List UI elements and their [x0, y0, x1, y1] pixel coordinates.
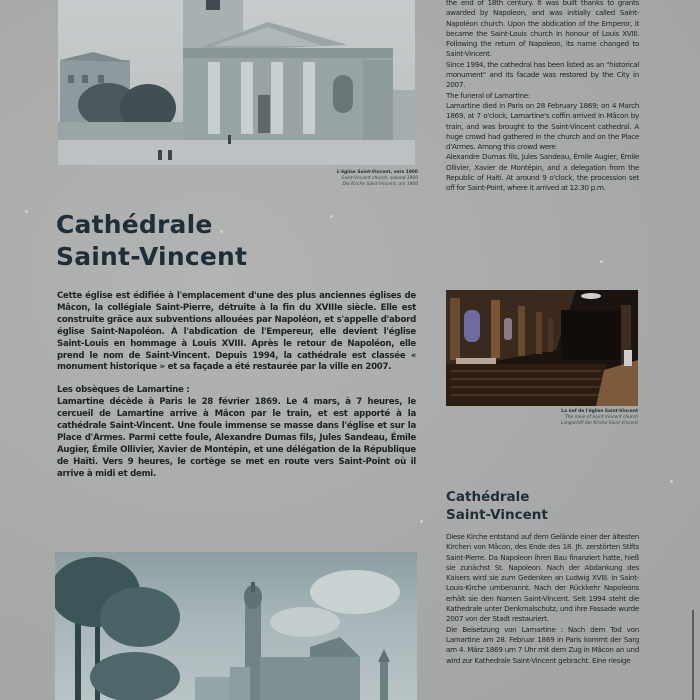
french-para-funeral-heading: Les obsèques de Lamartine : — [57, 385, 190, 396]
dust-speck — [420, 520, 423, 523]
english-line-funeral: Lamartine died in Paris on 28 February 1869; on 4 March 1869, at 7 o'clock, Lamartine's coffin arrived in Mâcon by train, and was brought to the Saint-Vincent cathedral. A huge crowd had gathered in the church and on the Place d'Armes. Among this crowd were — [446, 100, 639, 152]
dust-speck — [25, 210, 28, 213]
photo-historic-caption — [240, 170, 418, 189]
facade-drawing — [58, 0, 415, 165]
german-para-funeral: Die Beisetzung von Lamartine : Nach dem Tod von Lamartine am 28. Februar 1869 in Paris kommt der Sarg am 4. März 1869 um 7 Uhr mit dem Zug in Mâcon an und wird zur Kathedrale Saint-Vincent gebracht. Eine riesige — [446, 624, 639, 665]
german-para-history: Diese Kirche entstand auf dem Gelände einer der ältesten Kirchen von Mâcon, des Ende des 18. Jh. zerstörten Stifts Saint-Pierre. Da Napoleon ihren Bau finanziert hatte, hieß sie zunächst St. Napoleon. Nach der Abdankung des Kaisers wird sie zum Gedenken an Ludwig XVIII. in Saint-Louis-Kirche umbenannt. Nach der Rückkehr Napoleons erhält sie den Namen Saint-Vincent. Seit 1994 steht die Kathedrale unter Denkmalschutz, und ihre Fassade wurde 2007 von der Stadt restauriert. — [446, 532, 639, 624]
caption-de: Langschiff der Kirche Saint-Vincent — [560, 421, 638, 427]
caption-en: Saint-Vincent church, around 1900 — [341, 176, 418, 182]
english-text — [446, 0, 639, 194]
english-line-attendees: Alexandre Dumas fils, Jules Sandeau, Émile Augier, Émile Ollivier, Xavier de Montépin, and a delegation from the Republic of Haiti. At around 9 o'clock, the procession set off for Saint-Point, where it arrived at 12.30 p.m. — [446, 152, 639, 193]
caption-fr: La nef de l'église Saint-Vincent — [561, 409, 638, 414]
caption-de: Die Kirche Saint-Vincent, um 1900 — [342, 182, 418, 188]
vertical-credit-strip — [692, 610, 694, 700]
dust-speck — [600, 260, 603, 263]
french-text — [57, 291, 416, 481]
page-title-fr — [56, 209, 247, 273]
page-title-de — [446, 488, 548, 524]
caption-fr: L'église Saint-Vincent, vers 1900 — [336, 170, 418, 175]
title-fr-line1: Cathédrale — [56, 210, 213, 239]
english-line-history: the end of 18th century. It was built thanks to grants awarded by Napoleon, and was initially called Saint-Napoléon church. Upon the abdication of the Emperor, it became the Saint-Louis church in honour of Louis XVIII. Following the return of Napoleon, its name changed to Saint-Vincent. — [446, 0, 639, 59]
dust-speck — [220, 230, 223, 233]
french-para-history: Cette église est édifiée à l'emplacement d'une des plus anciennes églises de Mâcon, la collégiale Saint-Pierre, détruite à la fin du XVIIIe siècle. Elle est construite grâce aux subventions allouées par Napoléon, et s'appelle d'abord église Saint-Napoléon. À l'abdication de l'Empereur, elle devient l'église Saint-Louis en hommage à Louis XVIII. Après le retour de Napoléon, elle prend le nom de Saint-Vincent. Depuis 1994, la cathédrale est classée « monument historique » et sa façade a été restaurée par la ville en 2007. — [57, 291, 416, 373]
title-fr-line2: Saint-Vincent — [56, 242, 248, 271]
english-line-funeral-heading: The funeral of Lamartine: — [446, 90, 531, 100]
engraving-old-church — [55, 552, 417, 700]
nave-drawing — [446, 290, 638, 406]
title-de-line1: Cathédrale — [446, 489, 530, 505]
dust-speck — [330, 215, 333, 218]
german-text — [446, 532, 639, 666]
english-line-monument: Since 1994, the cathedral has been listed as an "historical monument" and its facade was restored by the City in 2007. — [446, 59, 639, 90]
dust-speck — [670, 480, 673, 483]
photo-nave-caption — [460, 409, 638, 428]
engraving-drawing — [55, 552, 417, 700]
photo-church-nave — [446, 290, 638, 406]
caption-en: The nave of Saint-Vincent church — [565, 415, 638, 421]
photo-historic-facade — [58, 0, 415, 165]
french-para-funeral: Lamartine décède à Paris le 28 février 1869. Le 4 mars, à 7 heures, le cercueil de Lamartine arrive à Mâcon par le train, et est apporté à la cathédrale Saint-Vincent. Une foule immense se masse dans l'église et sur la Place d'Armes. Parmi cette foule, Alexandre Dumas fils, Jules Sandeau, Émile Augier, Émile Ollivier, Xavier de Montépin, et une délégation de la République de Haïti. Vers 9 heures, le cortège se met en route vers Saint-Point où il arrive à midi et demi. — [57, 397, 416, 479]
title-de-line2: Saint-Vincent — [446, 507, 548, 523]
